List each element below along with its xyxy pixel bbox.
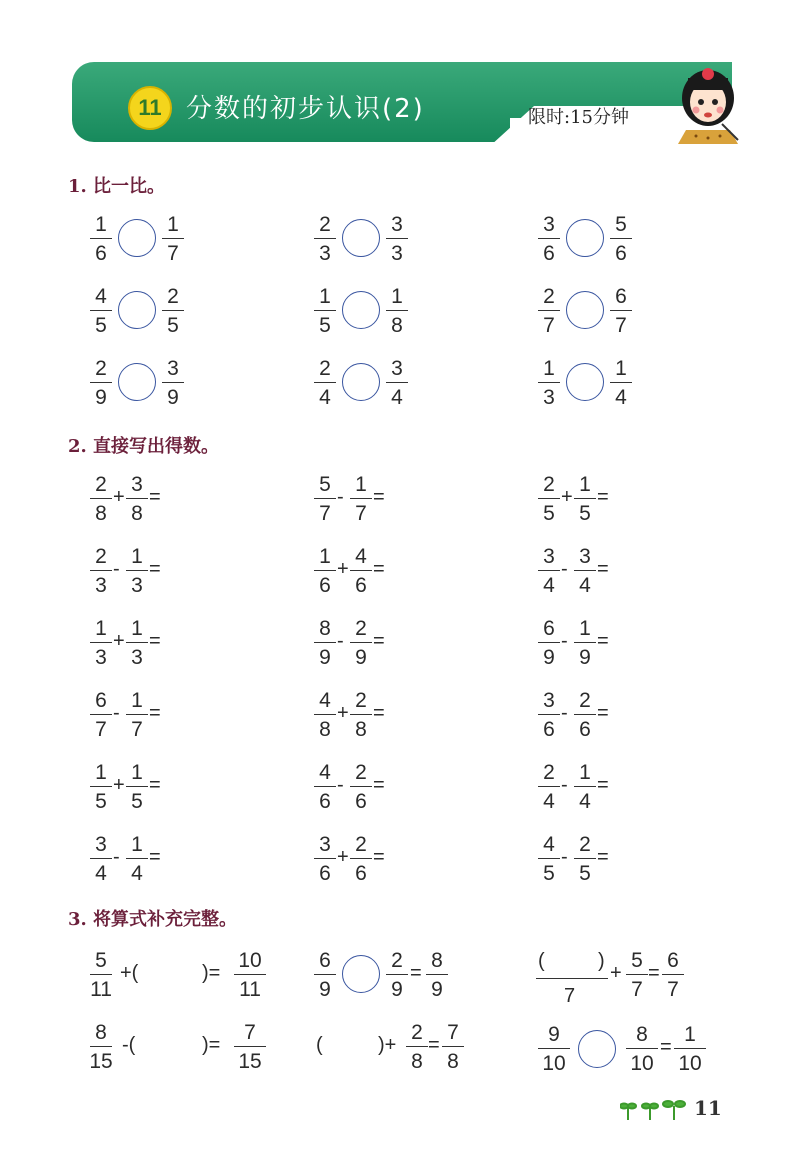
denominator: 6 — [579, 718, 591, 741]
operator: - — [337, 630, 344, 652]
operator: = — [149, 630, 161, 652]
numerator: 2 — [579, 689, 591, 712]
operator: = — [428, 1034, 440, 1056]
denominator: 4 — [543, 790, 555, 813]
denominator: 6 — [319, 574, 331, 597]
numerator: 2 — [355, 617, 367, 640]
denominator: 5 — [167, 314, 179, 337]
operator: = — [660, 1036, 672, 1058]
fraction — [160, 214, 186, 264]
compare-circle[interactable] — [566, 363, 604, 401]
operator: - — [113, 702, 120, 724]
operator: = — [373, 702, 385, 724]
page-number: 11 — [694, 1096, 722, 1120]
fraction — [608, 286, 634, 336]
fraction — [312, 546, 338, 596]
denominator: 8 — [391, 314, 403, 337]
fraction — [572, 762, 598, 812]
fraction — [312, 690, 338, 740]
denominator: 7 — [543, 314, 555, 337]
compare-circle[interactable] — [566, 291, 604, 329]
fraction: 5 7 — [624, 950, 650, 1000]
numerator: 4 — [543, 833, 555, 856]
fraction: 9 10 — [536, 1024, 572, 1074]
fraction: 6 7 — [660, 950, 686, 1000]
denominator: 8 — [319, 718, 331, 741]
numerator: 5 — [615, 213, 627, 236]
denominator: 7 — [564, 985, 576, 1007]
compare-circle[interactable] — [342, 955, 380, 993]
fraction — [384, 358, 410, 408]
numerator: 1 — [319, 545, 331, 568]
numerator: 1 — [95, 213, 107, 236]
operator: - — [113, 558, 120, 580]
numerator: 4 — [355, 545, 367, 568]
fraction: 7 8 — [440, 1022, 466, 1072]
numerator: 2 — [543, 761, 555, 784]
operator: )= — [202, 962, 221, 984]
numerator: 1 — [355, 473, 367, 496]
operator: ) — [598, 950, 605, 972]
operator: -( — [122, 1034, 136, 1056]
numerator: 3 — [131, 473, 143, 496]
denominator: 3 — [95, 574, 107, 597]
fraction — [348, 762, 374, 812]
numerator: 1 — [391, 285, 403, 308]
fraction — [384, 286, 410, 336]
numerator: 1 — [579, 761, 591, 784]
operator: = — [149, 702, 161, 724]
fraction — [88, 358, 114, 408]
operator: = — [597, 774, 609, 796]
denominator: 4 — [391, 386, 403, 409]
fraction — [124, 546, 150, 596]
denominator: 4 — [319, 386, 331, 409]
numerator: 3 — [391, 213, 403, 236]
denominator: 9 — [167, 386, 179, 409]
operator: = — [597, 846, 609, 868]
compare-circle[interactable] — [342, 219, 380, 257]
operator: = — [410, 962, 422, 984]
numerator: 3 — [543, 213, 555, 236]
compare-circle[interactable] — [118, 363, 156, 401]
fraction — [608, 358, 634, 408]
fraction — [572, 834, 598, 884]
operator: - — [561, 702, 568, 724]
denominator: 6 — [355, 574, 367, 597]
denominator: 9 — [543, 646, 555, 669]
numerator: 3 — [579, 545, 591, 568]
numerator: 1 — [95, 617, 107, 640]
fraction — [88, 618, 114, 668]
operator: = — [373, 486, 385, 508]
denominator: 6 — [95, 242, 107, 265]
compare-circle[interactable] — [342, 291, 380, 329]
operator: - — [337, 486, 344, 508]
fraction: 8 15 — [89, 1021, 113, 1073]
denominator: 5 — [543, 502, 555, 525]
denominator: 6 — [615, 242, 627, 265]
fraction: 2 9 — [384, 950, 410, 1000]
fraction — [536, 690, 562, 740]
compare-circle[interactable] — [118, 219, 156, 257]
fraction — [536, 358, 562, 408]
numerator: 2 — [543, 473, 555, 496]
operator: - — [561, 558, 568, 580]
lesson-number-badge: 11 — [128, 86, 172, 130]
fraction — [572, 546, 598, 596]
denominator: 5 — [543, 862, 555, 885]
denominator: 4 — [579, 790, 591, 813]
fraction — [384, 214, 410, 264]
numerator: 3 — [391, 357, 403, 380]
numerator: 4 — [319, 689, 331, 712]
operator: )+ — [378, 1034, 397, 1056]
fraction: 7 15 — [232, 1022, 268, 1072]
operator: = — [149, 558, 161, 580]
numerator: 2 — [319, 357, 331, 380]
section-title-complete: 3. 将算式补充完整。 — [68, 909, 238, 930]
fraction — [88, 214, 114, 264]
compare-circle[interactable] — [566, 219, 604, 257]
denominator: 6 — [355, 862, 367, 885]
fraction — [312, 286, 338, 336]
denominator: 7 — [615, 314, 627, 337]
numerator: 3 — [95, 833, 107, 856]
operator: - — [337, 774, 344, 796]
denominator: 5 — [319, 314, 331, 337]
fraction — [88, 834, 114, 884]
sprout-icon — [620, 1098, 690, 1122]
numerator: 3 — [319, 833, 331, 856]
fraction — [348, 834, 374, 884]
denominator: 4 — [95, 862, 107, 885]
denominator: 6 — [319, 790, 331, 813]
fraction: 1 10 — [672, 1024, 708, 1074]
operator: - — [561, 630, 568, 652]
fraction — [88, 546, 114, 596]
numerator: 4 — [319, 761, 331, 784]
operator: = — [648, 962, 660, 984]
fraction — [536, 546, 562, 596]
fraction — [348, 618, 374, 668]
fraction — [124, 618, 150, 668]
numerator: 2 — [543, 285, 555, 308]
numerator: 1 — [543, 357, 555, 380]
denominator: 3 — [131, 574, 143, 597]
fraction — [312, 474, 338, 524]
fraction — [572, 474, 598, 524]
numerator: 1 — [615, 357, 627, 380]
fraction — [160, 286, 186, 336]
numerator: 1 — [131, 689, 143, 712]
denominator: 5 — [95, 314, 107, 337]
numerator: 4 — [95, 285, 107, 308]
numerator: 2 — [95, 473, 107, 496]
fraction — [572, 690, 598, 740]
fraction: 2 8 — [404, 1022, 430, 1072]
lesson-title: 分数的初步认识(2) — [186, 94, 425, 124]
operator: + — [610, 962, 622, 984]
operator: )= — [202, 1034, 221, 1056]
fraction: 8 9 — [424, 950, 450, 1000]
fraction — [124, 834, 150, 884]
operator: + — [113, 486, 125, 508]
numerator: 1 — [131, 761, 143, 784]
fraction: 6 9 — [312, 950, 338, 1000]
operator: + — [561, 486, 573, 508]
compare-circle[interactable] — [578, 1030, 616, 1068]
denominator: 8 — [95, 502, 107, 525]
numerator: 2 — [355, 833, 367, 856]
fraction — [312, 214, 338, 264]
numerator: 3 — [167, 357, 179, 380]
operator: = — [597, 558, 609, 580]
fraction — [88, 474, 114, 524]
denominator: 3 — [131, 646, 143, 669]
numerator: 2 — [355, 761, 367, 784]
numerator: 1 — [95, 761, 107, 784]
operator: = — [373, 774, 385, 796]
numerator: 1 — [579, 473, 591, 496]
numerator: 6 — [615, 285, 627, 308]
numerator: 6 — [95, 689, 107, 712]
denominator: 5 — [131, 790, 143, 813]
denominator: 4 — [543, 574, 555, 597]
numerator: 1 — [131, 833, 143, 856]
denominator: 7 — [95, 718, 107, 741]
fraction — [124, 474, 150, 524]
fraction — [536, 474, 562, 524]
operator: - — [113, 846, 120, 868]
operator: = — [373, 630, 385, 652]
numerator: 2 — [579, 833, 591, 856]
operator: = — [597, 702, 609, 724]
denominator: 8 — [355, 718, 367, 741]
operator: +( — [120, 962, 139, 984]
operator: + — [337, 702, 349, 724]
fraction — [572, 618, 598, 668]
denominator: 9 — [579, 646, 591, 669]
numerator: 1 — [579, 617, 591, 640]
numerator: 8 — [319, 617, 331, 640]
operator: = — [373, 558, 385, 580]
operator: - — [561, 846, 568, 868]
denominator: 6 — [543, 242, 555, 265]
fraction — [312, 834, 338, 884]
fraction — [348, 690, 374, 740]
fraction-bar — [536, 978, 608, 979]
denominator: 4 — [615, 386, 627, 409]
operator: + — [337, 846, 349, 868]
denominator: 6 — [319, 862, 331, 885]
numerator: 1 — [167, 213, 179, 236]
fraction — [312, 358, 338, 408]
denominator: 5 — [579, 502, 591, 525]
fraction — [88, 286, 114, 336]
numerator: 3 — [543, 545, 555, 568]
fraction — [124, 762, 150, 812]
operator: + — [113, 774, 125, 796]
denominator: 7 — [355, 502, 367, 525]
operator: = — [149, 846, 161, 868]
fraction — [348, 474, 374, 524]
operator: + — [337, 558, 349, 580]
denominator: 5 — [579, 862, 591, 885]
fraction — [124, 690, 150, 740]
denominator: 7 — [167, 242, 179, 265]
denominator: 4 — [131, 862, 143, 885]
fraction — [536, 834, 562, 884]
denominator: 8 — [131, 502, 143, 525]
numerator: 2 — [95, 357, 107, 380]
numerator: 2 — [167, 285, 179, 308]
numerator: 2 — [319, 213, 331, 236]
operator: + — [113, 630, 125, 652]
denominator: 9 — [95, 386, 107, 409]
denominator: 4 — [579, 574, 591, 597]
fraction — [348, 546, 374, 596]
denominator: 3 — [543, 386, 555, 409]
fraction: 10 11 — [232, 950, 268, 1000]
operator: ( — [316, 1034, 323, 1056]
fraction — [88, 690, 114, 740]
numerator: 2 — [95, 545, 107, 568]
denominator: 9 — [355, 646, 367, 669]
fraction — [312, 618, 338, 668]
section-title-compare: 1. 比一比。 — [68, 176, 166, 197]
fraction — [536, 618, 562, 668]
fraction — [536, 286, 562, 336]
operator: = — [373, 846, 385, 868]
denominator: 3 — [391, 242, 403, 265]
girl-illustration-icon — [672, 64, 744, 144]
operator: = — [149, 486, 161, 508]
operator: - — [561, 774, 568, 796]
numerator: 1 — [131, 545, 143, 568]
fraction — [608, 214, 634, 264]
operator: = — [149, 774, 161, 796]
numerator: 1 — [319, 285, 331, 308]
denominator: 3 — [95, 646, 107, 669]
operator: ( — [538, 950, 545, 972]
numerator: 1 — [131, 617, 143, 640]
denominator: 9 — [319, 646, 331, 669]
numerator: 2 — [355, 689, 367, 712]
fraction — [536, 762, 562, 812]
time-limit: 限时:15分钟 — [528, 107, 629, 128]
numerator: 5 — [319, 473, 331, 496]
fraction — [88, 762, 114, 812]
operator: = — [597, 630, 609, 652]
fraction — [160, 358, 186, 408]
fraction: 5 11 — [90, 949, 112, 1001]
numerator: 3 — [543, 689, 555, 712]
denominator: 7 — [319, 502, 331, 525]
fraction — [536, 214, 562, 264]
denominator: 6 — [543, 718, 555, 741]
numerator: 6 — [543, 617, 555, 640]
compare-circle[interactable] — [342, 363, 380, 401]
denominator: 5 — [95, 790, 107, 813]
compare-circle[interactable] — [118, 291, 156, 329]
fraction: 8 10 — [624, 1024, 660, 1074]
operator: = — [597, 486, 609, 508]
denominator: 3 — [319, 242, 331, 265]
section-title-calc: 2. 直接写出得数。 — [68, 436, 220, 457]
denominator: 6 — [355, 790, 367, 813]
fraction — [312, 762, 338, 812]
denominator: 7 — [131, 718, 143, 741]
